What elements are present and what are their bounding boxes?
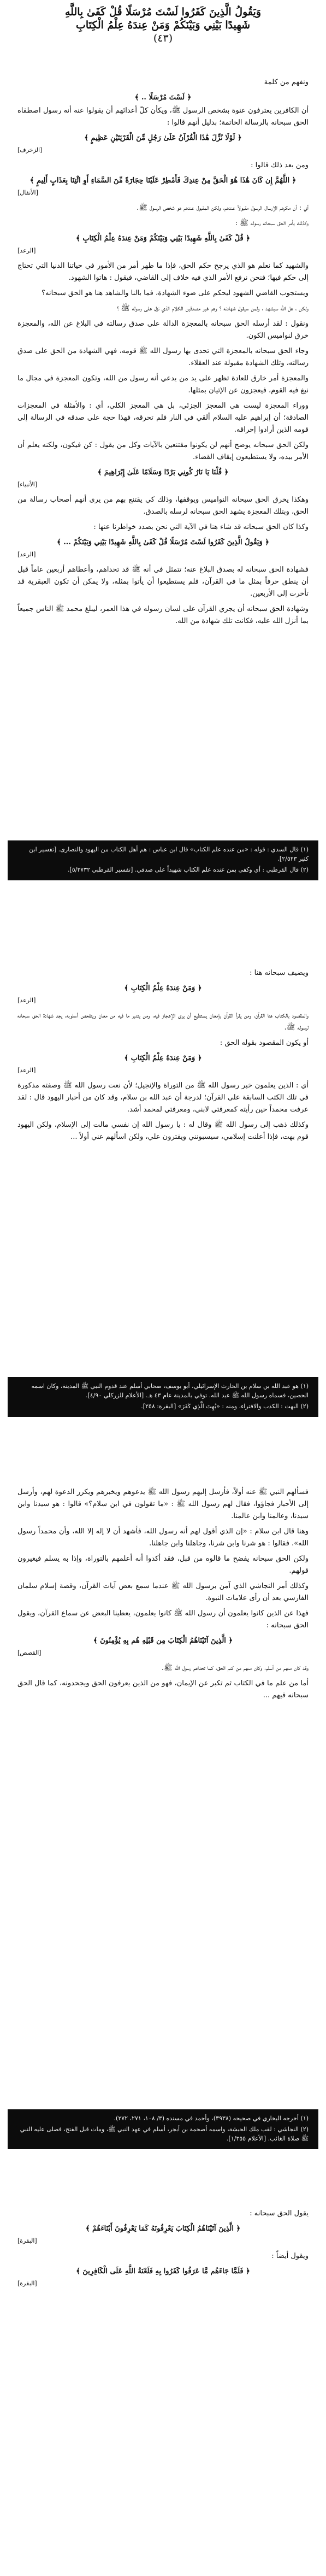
footnote-band-2 [8, 1377, 318, 1417]
surah-reference: [البقرة] [17, 2237, 37, 2244]
paragraph: ويستجوب القاضي الشهود ليحكم على ضوء الشهادة، فما بالنا والشاهد هنا هو الحق سبحانه؟ [42, 289, 309, 297]
footnote: (٢) البهت : الكذب والافتراء، ومنه : «بُهِتَ الَّذِي كَفَرَ» [البقرة: ٢٥٨]. [141, 1403, 309, 1410]
footnote: (١) أخرجه البخاري في صحيحه (٣٩٣٨)، وأحمد في مسنده (٣/ ١٠٨، ٢٧١، ٢٧٢). [114, 2115, 309, 2122]
surah-reference: [الرعد] [17, 247, 36, 254]
paragraph: ولكن الحق سبحانه يفضح ما قالوه من قبل، فقد أكدوا أنه أعلمهم بالتوراة، وإذا به يسلم فيغيرون قولهم. [17, 1555, 309, 1575]
quran-verse: ﴿ قُلْ كَفَىٰ بِاللَّهِ شَهِيدًا بَيْنِي وَبَيْنَكُمْ وَمَنْ عِندَهُ عِلْمُ الْكِتَابِ ﴾ [76, 234, 250, 243]
footnote: (١) قال السدي : قوله : «من عنده علم الكتاب» قال ابن عباس : هم أهل الكتاب من اليهود والنصارى. [تفسير ابن كثير ٢/٥٢٣]. [29, 846, 309, 862]
quran-verse: ﴿ الَّذِينَ آتَيْنَاهُمُ الْكِتَابَ مِن قَبْلِهِ هُم بِهِ يُؤْمِنُونَ ﴾ [93, 1637, 233, 1645]
surah-reference: [الرعد] [17, 997, 36, 1004]
surah-reference: [الأنبياء] [17, 481, 38, 488]
paragraph: أو يكون المقصود بقوله الحق : [220, 1039, 309, 1047]
surah-reference: [الزخرف] [17, 146, 43, 154]
paragraph: يقول الحق سبحانه : [250, 2209, 309, 2218]
surah-reference: [القصص] [17, 1649, 42, 1656]
footnote: (١) هو عبد الله بن سلام بن الحارث الإسرائيلي، أبو يوسف، صحابي أسلم عند قدوم النبي ﷺ المدينة، وكان اسمه الحصين، فسماه رسول الله ﷺ عبد الله. توفي بالمدينة عام ٤٣ هـ. [الأعلام للزركلي ٤/٩٠]. [31, 1383, 309, 1399]
quran-verse: ﴿ الَّذِينَ آتَيْنَاهُمُ الْكِتَابَ يَعْرِفُونَهُ كَمَا يَعْرِفُونَ أَبْنَاءَهُمْ ﴾ [85, 2225, 241, 2233]
paragraph: والمعجزة أمر خارق للعادة تظهر على يد من يدعي أنه رسول من الله، وتكون المعجزة في مجال ما نبغ فيه القوم، فيعجزون عن الإتيان بمثلها. [17, 374, 309, 395]
quran-verse: ﴿ لَوْلَا نُزِّلَ هَٰذَا الْقُرْآنُ عَلَىٰ رَجُلٍ مِّنَ الْقَرْيَتَيْنِ عَظِيمٍ ﴾ [84, 134, 242, 142]
paragraph: أن الكافرين يعترفون عنوة بشخص الرسول ﷺ، ويكأن كلّ أعدائهم أن يقولوا عنه أنه رسول اصطفاه الحق سبحانه بالرسالة الخاتمة؛ بدليل أنهم قالوا : [17, 107, 309, 127]
paragraph: وقد كان منهم من أسلم، وكان منهم من كتم الحق، كما تحداهم رسول الله ﷺ. [161, 1664, 309, 1672]
paragraph: ويضيف سبحانه هنا : [250, 969, 309, 977]
paragraph: ويقول أيضاً : [271, 2252, 309, 2260]
main-text-section-2 [17, 967, 309, 1146]
header-verse-line: وَيَقُولُ الَّذِينَ كَفَرُوا لَسْتَ مُرْسَلًا قُلْ كَفَىٰ بِاللَّهِ [64, 6, 261, 18]
paragraph: وهنا قال ابن سلام : «إن الذي أقول لهم أنه رسول الله، فأشهد أن لا إله إلا الله، وأن محمداً رسول الله». فقالوا : هو شرنا وابن شرنا، وجاهلنا وابن جاهلنا. [17, 1527, 309, 1548]
paragraph: فهذا عن الذين كانوا يعلمون أن رسول الله ﷺ كانوا يعلمون، يعطينا البعض عن سماع القرآن، ويقول الحق سبحانه : [17, 1609, 309, 1630]
paragraph: فسألهم النبي ﷺ عنه أولاً، فأرسل إليهم رسول الله ﷺ يدعوهم ويخبرهم ويكرر الدعوة لهم، وأرسل إلى الأحبار فجاؤوا، فقال لهم رسول الله ﷺ : «ما تقولون في ابن سلام؟» قالوا : هو سيدنا وابن سيدنا، وعالمنا وابن عالمنا. [17, 1488, 309, 1520]
paragraph: والمقصود بالكتاب هنا القرآن، ومن يقرأ القرآن بإمعان يستطيع أن يرى الإعجاز فيه، ومن يتدبر ما فيه من معان ويتفحص أسلوبه، يجد شهادة الحق سبحانه لرسوله ﷺ. [17, 1011, 309, 1032]
paragraph: وهكذا يخرق الحق سبحانه النواميس ويوقفها، وذلك كي يقتنع بهم من يرى أنهم أصحاب رسالة من الحق، وبتلك المعجزة يشهد الحق سبحانه لرسله بالصدق. [17, 496, 309, 516]
quran-verse: ﴿ وَمَنْ عِندَهُ عِلْمُ الْكِتَابِ ﴾ [124, 984, 202, 992]
paragraph: ومن بعد ذلك قالوا : [251, 161, 309, 169]
footnote-band-3 [8, 2109, 318, 2149]
paragraph: وكذلك يأمر الحق سبحانه رسوله ﷺ : [235, 219, 309, 227]
paragraph: وجاء الحق سبحانه بالمعجزة التي تحدى بها رسول الله ﷺ قومه، فهي الشهادة من الحق على صدق رسالته، وتلك الشهادة مقبولة عند العقلاء. [17, 347, 309, 367]
quran-verse: ﴿ لَسْتَ مُرْسَلًا .. ﴾ [134, 93, 192, 102]
paragraph: أي : الذين يعلمون خبر رسول الله ﷺ من التوراة والإنجيل؛ لأن نعت رسول الله ﷺ وصفته مذكورة في تلك الكتب السابقة على القرآن؛ لدرجة أن عبد الله بن سلام، وقد كان من أحبار اليهود قال : لقد عرفت محمداً حين رأيته كمعرفتي لابني، ومعرفتي لمحمد أشد. [17, 1081, 309, 1114]
surah-reference: [الأنفال] [17, 189, 38, 196]
main-text-section-3 [17, 1486, 309, 1705]
surah-reference: [البقرة] [17, 2280, 37, 2287]
paragraph: أما من علم ما في الكتاب ثم تكبر عن الإيمان، فهو من الذين يعرفون الحق ويجحدونه، كما قال الحق سبحانه فيهم ... [17, 1679, 309, 1699]
header-verse [11, 5, 315, 61]
paragraph: وشهادة الحق سبحانه أن يجري القرآن على لسان رسوله في هذا العمر، ليبلغ محمد ﷺ الناس جميعاً بما أنزل الله عليه، فكانت تلك شهادة من الله. [17, 605, 309, 625]
paragraph: فشهادة الحق سبحانه له بصدق البلاغ عنه؛ تتمثل في أنه ﷺ قد تحداهم، وأعطاهم أربعين عاماً قبل أن ينطق حرفاً بمثل ما في القرآن، فلم يستطيعوا أن يأتوا بمثله، ولا يمكن أن تكون العبقرية قد تأخرت إلى الأربعين. [17, 566, 309, 598]
footnote: (٢) قال القرطبي : أي وكفى بمن عنده علم الكتاب شهيداً على صدقي. [تفسير القرطبي ٥/٣٧٣٢]. [67, 866, 309, 873]
footnote: (٢) النجاشي : لقب ملك الحبشة، واسمه أصحمة بن أبجر، أسلم في عهد النبي ﷺ، ومات قبل الفتح، فصلى عليه النبي ﷺ صلاة الغائب. [الأعلام ١/٣٥٥]. [20, 2126, 309, 2142]
quran-verse: ﴿ وَيَقُولُ الَّذِينَ كَفَرُوا لَسْتَ مُرْسَلًا قُلْ كَفَىٰ بِاللَّهِ شَهِيدًا بَيْنِي وَبَيْنَكُمْ ... ﴾ [57, 538, 269, 546]
quran-verse: ﴿ فَلَمَّا جَاءَهُم مَّا عَرَفُوا كَفَرُوا بِهِ فَلَعْنَةُ اللَّهِ عَلَى الْكَافِرِينَ ﴾ [76, 2267, 250, 2275]
main-text-section-4 [17, 2208, 309, 2293]
surah-reference: [الرعد] [17, 1067, 36, 1074]
paragraph: أي : أن مكرهم الإرسال الرسول مقبولاً عندهم، ولكن المقبول عندهم هو شخص الرسول ﷺ. [137, 204, 309, 212]
paragraph: ووراء المعجزة ليست هي المعجز الجزئي، بل هي المعجز الكلي، أي : والأمثلة في المعجزات الصادقة؛ أن إبراهيم عليه السلام ألقي في النار فلم تحرقه، فهذا حجة على صدقه في الرسالة إلى قومه الذين أرادوا إحراقه. [17, 402, 309, 434]
footnote-band-1 [8, 840, 318, 880]
quran-verse: ﴿ قُلْنَا يَا نَارُ كُونِي بَرْدًا وَسَلَامًا عَلَىٰ إِبْرَاهِيمَ ﴾ [97, 468, 229, 477]
paragraph: والشهيد كما نعلم هو الذي يرجح حكم الحق، فإذا ما ظهر أمر من الأمور في حياتنا الدنيا التي تحتاج إلى حكم فيها؛ فنحن نرفع الأمر الذي فيه خلاف إلى القاضي، فيقول : هاتوا الشهود. [17, 262, 309, 282]
paragraph: وكذلك ذهب إلى رسول الله ﷺ وقال له : يا رسول الله إن نفسي مالت إلى الإسلام، ولكن اليهود قوم بهت، فإذا أعلنت إسلامي، سيسبونني ويفترون علي، ولكن اسألهم عني أولاً ... [17, 1121, 309, 1141]
surah-reference: [الرعد] [17, 551, 36, 558]
paragraph: وكذا كان الحق سبحانه قد شاء هنا في الآية التي نحن بصدد خواطرنا عنها : [93, 523, 309, 531]
paragraph: ونفهم من كلمة [264, 78, 309, 86]
paragraph: ولكن ، هل الله سيشهد ، ولمن سيقول شهادته ؟ وهم غير مصدقين الكلام الذي نزل على رسوله ﷺ ؟ [117, 304, 309, 313]
quran-verse: ﴿ وَمَنْ عِندَهُ عِلْمُ الْكِتَابِ ﴾ [124, 1054, 202, 1062]
paragraph: ولكن الحق سبحانه يوضح أنهم لن يكونوا مقتنعين بالآيات وكل من يقول : كن فيكون، ولكنه يعلم أن الأمر بيده، ولا يستطيعون إيقاف القضاء. [17, 441, 309, 461]
quran-verse: ﴿ اللَّهُمَّ إِن كَانَ هَٰذَا هُوَ الْحَقَّ مِنْ عِندِكَ فَأَمْطِرْ عَلَيْنَا حِجَارَةً مِّنَ السَّمَاءِ أَوِ ائْتِنَا بِعَذَابٍ أَلِيمٍ ﴾ [29, 177, 297, 185]
main-text-section-1 [17, 77, 309, 631]
paragraph: ونقول : لقد أرسله الحق سبحانه بالمعجزة الدالة على صدق رسالته في البلاغ عن الله، والمعجزة خرق لنواميس الكون. [17, 320, 309, 340]
header-verse-line: شَهِيدًا بَيْنِي وَبَيْنَكُمْ وَمَنْ عِندَهُ عِلْمُ الْكِتَابِ [75, 19, 251, 31]
paragraph: وكذلك أمر النجاشي الذي آمن برسول الله ﷺ عندما سمع بعض آيات القرآن، وقصة إسلام سلمان الفارسي بعد أن رأى علامات النبوة. [17, 1582, 309, 1602]
verse-number: (٤٣) [153, 32, 173, 44]
